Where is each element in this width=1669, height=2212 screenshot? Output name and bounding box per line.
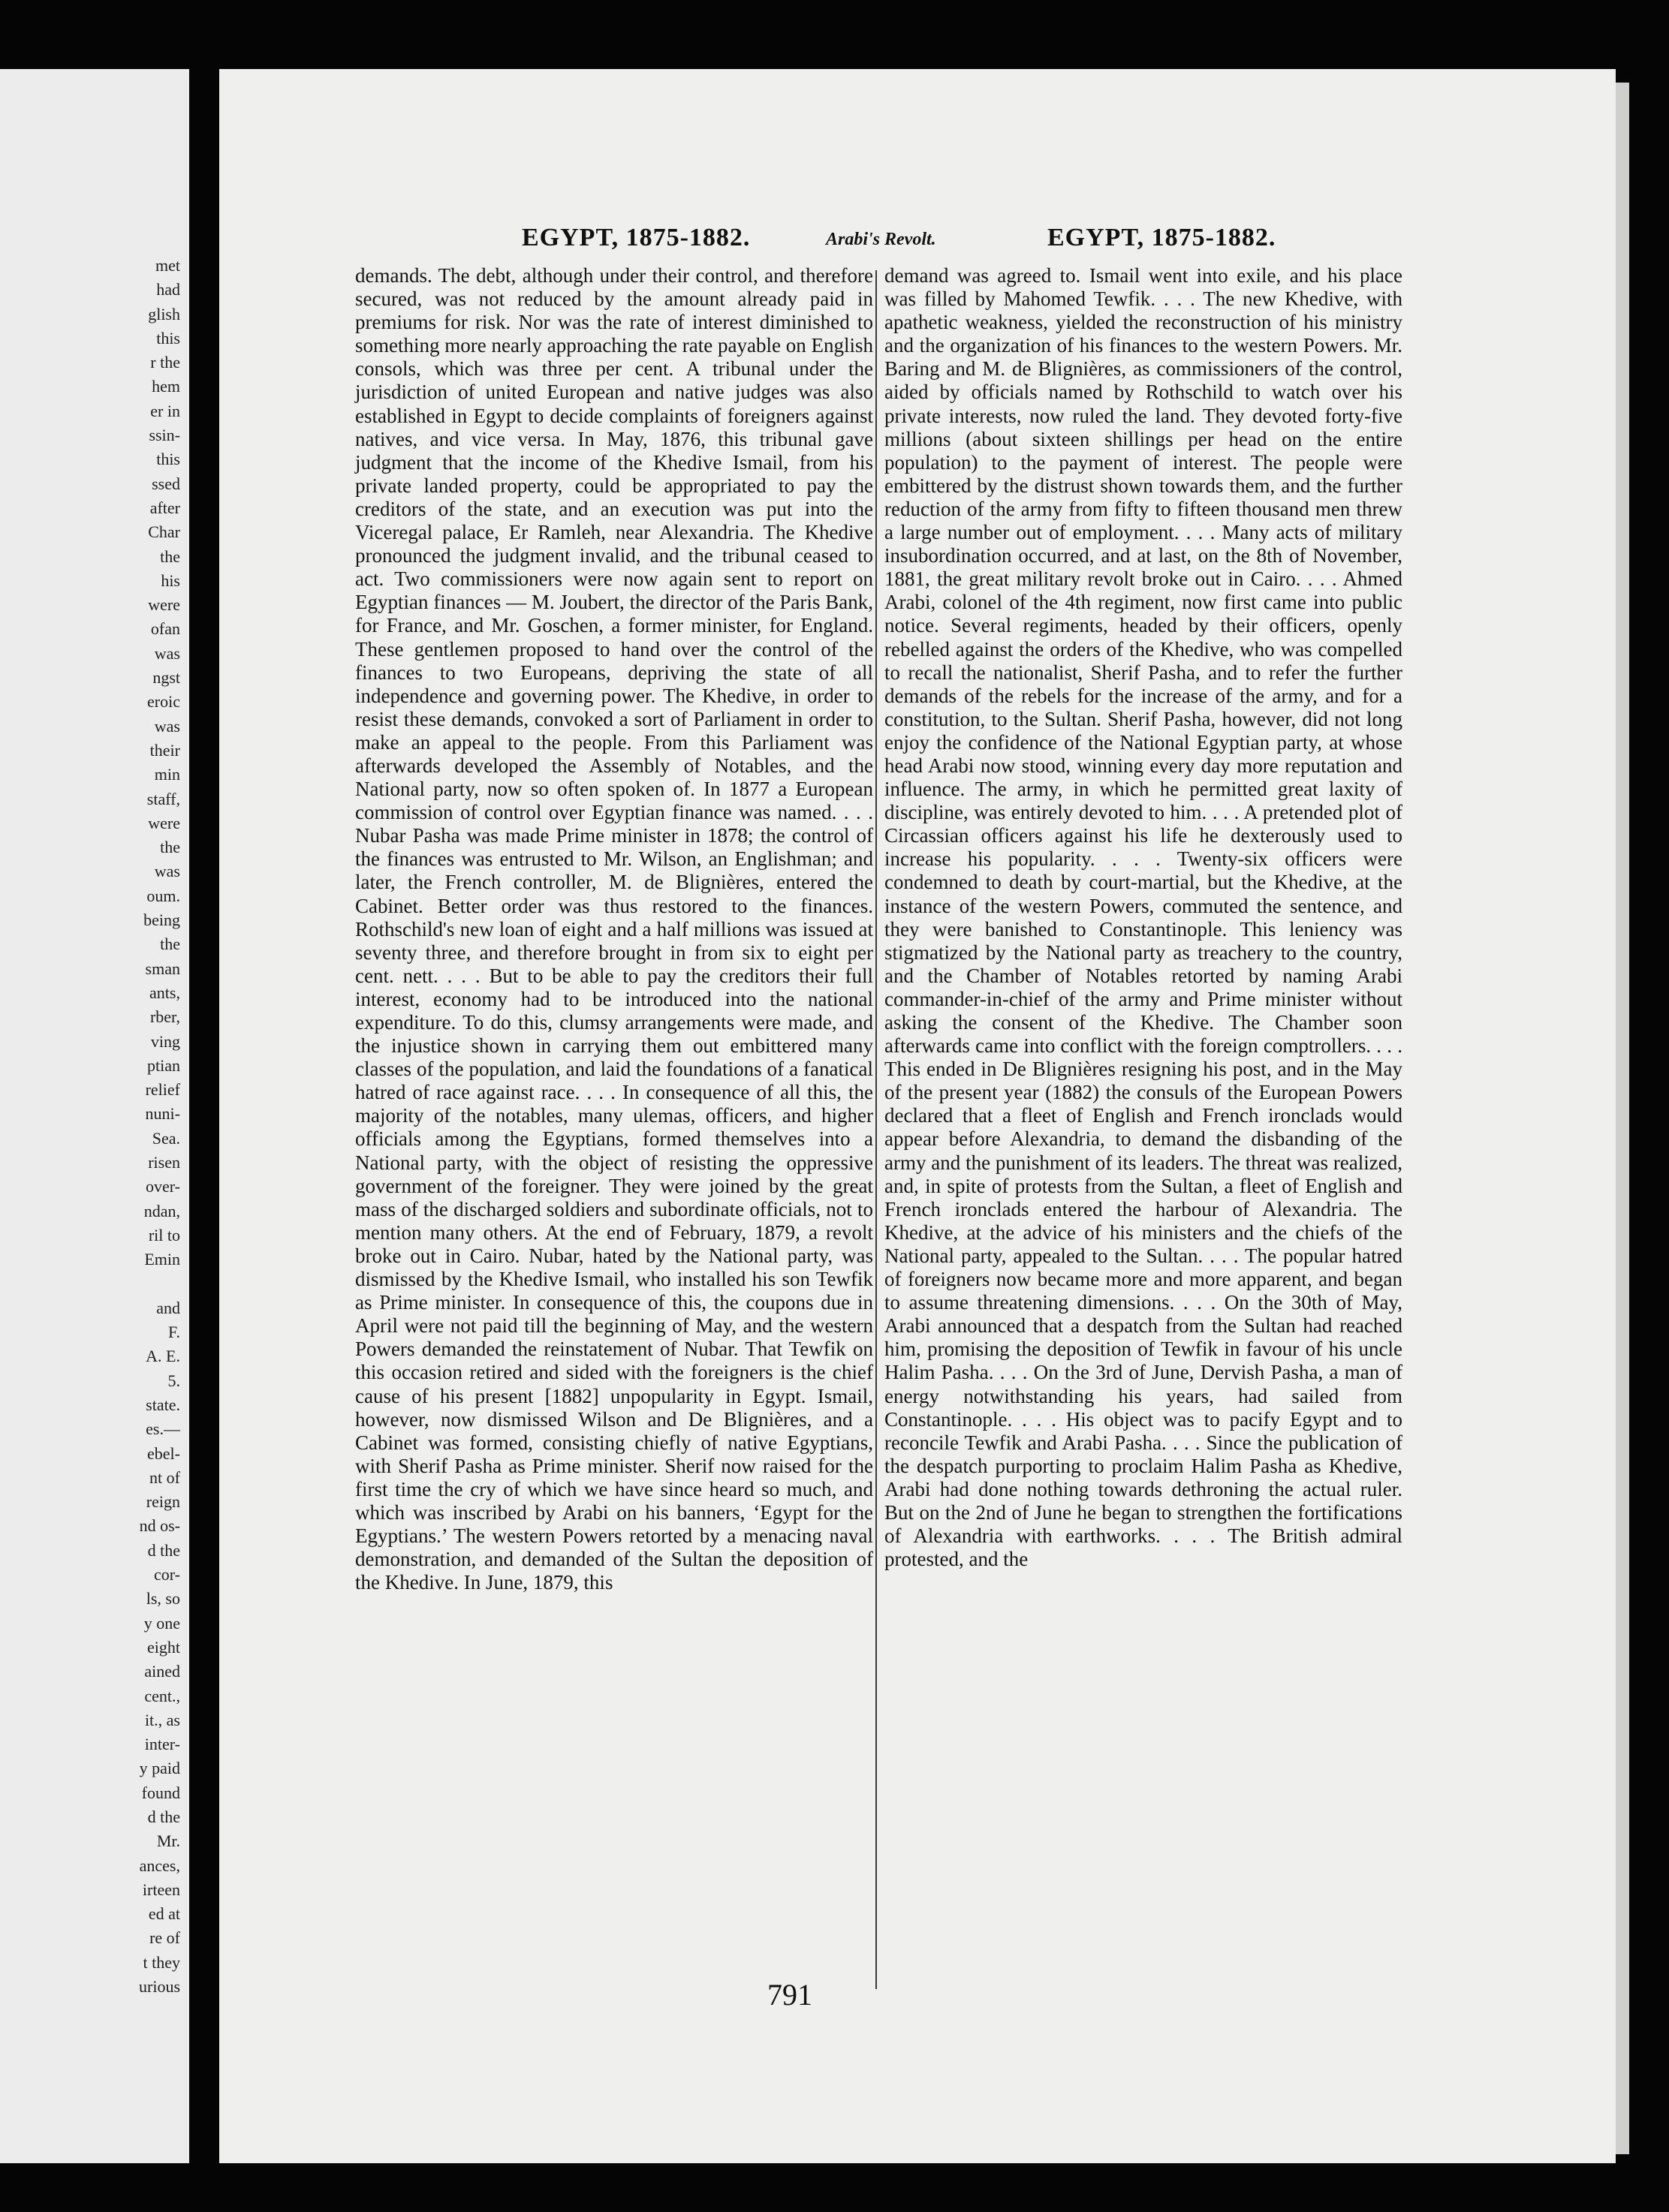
facing-page-line: ofan bbox=[150, 619, 180, 639]
facing-page-line: hem bbox=[152, 377, 180, 396]
running-head-right: EGYPT, 1875-1882. bbox=[1047, 224, 1276, 251]
facing-page-line: his bbox=[161, 570, 180, 590]
facing-page-line: ained bbox=[144, 1662, 180, 1681]
facing-page-line: ptian bbox=[147, 1055, 180, 1075]
text-column-right bbox=[884, 264, 1402, 1571]
facing-page-line: ants, bbox=[149, 983, 180, 1002]
facing-page-line: min bbox=[154, 765, 180, 784]
facing-page-line: ssed bbox=[152, 474, 180, 493]
facing-page-line: was bbox=[154, 643, 180, 663]
facing-page-line: rber, bbox=[149, 1007, 180, 1027]
running-head bbox=[219, 224, 1616, 261]
facing-page-line: d the bbox=[147, 1807, 180, 1826]
column-divider bbox=[875, 270, 877, 1989]
facing-page-line: er in bbox=[150, 401, 180, 420]
facing-page-line: the bbox=[160, 546, 180, 566]
facing-page-line: ances, bbox=[139, 1855, 180, 1875]
facing-page-line: inter- bbox=[144, 1735, 180, 1754]
facing-page-line: met bbox=[155, 256, 180, 275]
facing-page-line: irteen bbox=[142, 1879, 180, 1899]
facing-page-line: A. E. bbox=[146, 1347, 180, 1366]
page-number: 791 bbox=[767, 1978, 812, 2012]
facing-page bbox=[0, 69, 189, 2163]
facing-page-line: relief bbox=[145, 1080, 180, 1100]
facing-page-line: Char bbox=[148, 522, 180, 542]
facing-page-line: eight bbox=[147, 1637, 180, 1657]
facing-page-line: their bbox=[149, 740, 180, 760]
facing-page-line: staff, bbox=[146, 789, 180, 808]
facing-page-line: 5. bbox=[167, 1371, 180, 1390]
facing-page-line: found bbox=[141, 1783, 180, 1802]
facing-page-line: ndan, bbox=[143, 1201, 180, 1220]
facing-page-line: were bbox=[148, 813, 180, 832]
facing-page-line: reign bbox=[146, 1492, 180, 1512]
facing-page-line: ngst bbox=[152, 668, 180, 688]
page-edge bbox=[1616, 83, 1629, 2154]
facing-page-line: t they bbox=[143, 1952, 180, 1972]
facing-page-line: the bbox=[160, 934, 180, 954]
column-right-text: demand was agreed to. Ismail went into exile, and his place was filled by Mahomed Tewfik. . . . The new Khedive, with apathetic weakness, yielded the reconstruction of his ministry and the organization of his finances to the western Powers. Mr. Baring and M. de Blignières, as commissioners of the control, aided by officials named by Rothschild to watch over his private interests, now ruled the land. They devoted forty-five millions (about sixteen shillings per head on the entire population) to the payment of interest. The people were embittered by the distrust shown towards them, and the further reduction of the army from fifty to fifteen thousand men threw a large number out of employment. . . . Many acts of military insubordination occurred, and at last, on the 8th of November, 1881, the great military revolt broke out in Cairo. . . . Ahmed Arabi, colonel of the 4th regiment, now first came into public notice. Several regiments, headed by their officers, openly rebelled against the orders of the Khedive, who was compelled to recall the nationalist, Sherif Pasha, and to refer the further demands of the rebels for the increase of the army, and for a constitution, to the Sultan. Sherif Pasha, however, did not long enjoy the confidence of the National Egyptian party, at whose head Arabi now stood, winning every day more reputation and influence. The army, in which he permitted great laxity of discipline, was entirely devoted to him. . . . A pretended plot of Circassian officers against his life he dexterously used to increase his popularity. . . . Twenty-six officers were condemned to death by court-martial, but the Khedive, at the instance of the western Powers, commuted the sentence, and they were banished to Constantinople. This leniency was stigmatized by the National party as treachery to the country, and the Chamber of Notables retorted by naming Arabi commander-in-chief of the army and Prime minister without asking the consent of the Khedive. The Chamber soon afterwards came into conflict with the foreign comptrollers. . . . This ended in De Blignières resigning his post, and in the May of the present year (1882) the consuls of the European Powers declared that a fleet of English and French ironclads would appear before Alexandria, to demand the disbanding of the army and the punishment of its leaders. The threat was realized, and, in spite of protests from the Sultan, a fleet of English and French ironclads entered the harbour of Alexandria. The Khedive, at the advice of his ministers and the chiefs of the National party, appealed to the Sultan. . . . The popular hatred of foreigners now became more and more apparent, and began to assume threatening dimensions. . . . On the 30th of May, Arabi announced that a despatch from the Sultan had reached him, promising the deposition of Tewfik in favour of his uncle Halim Pasha. . . . On the 3rd of June, Dervish Pasha, a man of energy notwithstanding his years, had sailed from Constantinople. . . . His object was to pacify Egypt and to reconcile Tewfik and Arabi Pasha. . . . Since the publication of the despatch purporting to proclaim Halim Pasha as Khedive, Arabi had done nothing towards dethroning the actual ruler. But on the 2nd of June he began to strengthen the fortifications of Alexandria with earthworks. . . . The British admiral protested, and the bbox=[884, 264, 1402, 1571]
facing-page-line: ssin- bbox=[149, 426, 180, 445]
facing-page-line: ril to bbox=[148, 1225, 180, 1244]
facing-page-line: nuni- bbox=[145, 1104, 180, 1124]
facing-page-line: urious bbox=[139, 1977, 180, 1997]
facing-page-line: Sea. bbox=[152, 1128, 180, 1148]
facing-page-line: over- bbox=[146, 1177, 180, 1196]
text-column-left bbox=[355, 264, 873, 1594]
facing-page-line: oum. bbox=[146, 886, 180, 905]
facing-page-line: state. bbox=[146, 1395, 180, 1414]
facing-page-line: this bbox=[156, 328, 180, 348]
facing-page-line: being bbox=[143, 910, 180, 930]
facing-page-line: risen bbox=[148, 1152, 180, 1172]
running-head-center: Arabi's Revolt. bbox=[826, 230, 936, 249]
facing-page-line: the bbox=[160, 838, 180, 857]
facing-page-line: eroic bbox=[147, 692, 180, 712]
facing-page-line: Emin bbox=[144, 1250, 180, 1269]
facing-page-line: was bbox=[154, 716, 180, 736]
facing-page-line: had bbox=[156, 280, 180, 299]
running-head-left: EGYPT, 1875-1882. bbox=[522, 224, 751, 251]
facing-page-line: nd os- bbox=[139, 1516, 180, 1536]
facing-page-line: after bbox=[149, 498, 180, 517]
facing-page-text bbox=[0, 254, 180, 1999]
facing-page-line: ebel- bbox=[147, 1443, 180, 1463]
facing-page-line: F. bbox=[168, 1323, 180, 1342]
facing-page-line: was bbox=[154, 862, 180, 881]
facing-page-line: re of bbox=[149, 1928, 180, 1948]
facing-page-line: ls, so bbox=[146, 1589, 180, 1609]
facing-page-line: r the bbox=[150, 353, 180, 372]
facing-page-line: y one bbox=[143, 1613, 180, 1633]
facing-page-line: ed at bbox=[148, 1904, 180, 1924]
facing-page-line: sman bbox=[145, 959, 180, 978]
facing-page-line: Mr. bbox=[156, 1831, 180, 1851]
book-page bbox=[219, 69, 1616, 2163]
facing-page-line: were bbox=[148, 595, 180, 615]
facing-page-line: this bbox=[156, 450, 180, 469]
facing-page-line bbox=[0, 1272, 180, 1296]
facing-page-line: ving bbox=[150, 1031, 180, 1051]
facing-page-line: cent., bbox=[144, 1686, 180, 1705]
facing-page-line: y paid bbox=[139, 1759, 180, 1778]
column-left-text: demands. The debt, although under their control, and therefore secured, was not reduced by the amount already paid in premiums for risk. Nor was the rate of interest diminished to something more nearly approaching the rate payable on English consols, which was three per cent. A tribunal under the jurisdiction of united European and native judges was also established in Egypt to decide complaints of foreigners against natives, and vice versa. In May, 1876, this tribunal gave judgment that the income of the Khedive Ismail, from his private landed property, could be appropriated to pay the creditors of the state, and an execution was put into the Viceregal palace, Er Ramleh, near Alexandria. The Khedive pronounced the judgment invalid, and the tribunal ceased to act. Two commissioners were now again sent to report on Egyptian finances — M. Joubert, the director of the Paris Bank, for France, and Mr. Goschen, a former minister, for England. These gentlemen proposed to hand over the control of the finances to two Europeans, depriving the state of all independence and governing power. The Khedive, in order to resist these demands, convoked a sort of Parliament in order to make an appeal to the people. From this Parliament was afterwards developed the Assembly of Notables, and the National party, now so often spoken of. In 1877 a European commission of control over Egyptian finance was named. . . . Nubar Pasha was made Prime minister in 1878; the control of the finances was entrusted to Mr. Wilson, an Englishman; and later, the French controller, M. de Blignières, entered the Cabinet. Better order was thus restored to the finances. Rothschild's new loan of eight and a half millions was issued at seventy three, and therefore brought in from six to eight per cent. nett. . . . But to be able to pay the creditors their full interest, economy had to be introduced into the national expenditure. To do this, clumsy arrangements were made, and the injustice shown in carrying them out embittered many classes of the population, and laid the foundations of a fanatical hatred of race against race. . . . In consequence of all this, the majority of the notables, many ulemas, officers, and higher officials among the Egyptians, formed themselves into a National party, with the object of resisting the oppressive government of the foreigner. They were joined by the great mass of the discharged soldiers and subordinate officials, not to mention many others. At the end of February, 1879, a revolt broke out in Cairo. Nubar, hated by the National party, was dismissed by the Khedive Ismail, who installed his son Tewfik as Prime minister. In consequence of this, the coupons due in April were not paid till the beginning of May, and the western Powers demanded the reinstatement of Nubar. That Tewfik on this occasion retired and sided with the foreigners is the chief cause of his present [1882] unpopularity in Egypt. Ismail, however, now dismissed Wilson and De Blignières, and a Cabinet was formed, consisting chiefly of native Egyptians, with Sherif Pasha as Prime minister. Sherif now raised for the first time the cry of which we have since heard so much, and which was inscribed by Arabi on his banners, ‘Egypt for the Egyptians.’ The western Powers retorted by a menacing naval demonstration, and demanded of the Sultan the deposition of the Khedive. In June, 1879, this bbox=[355, 264, 873, 1594]
facing-page-line: glish bbox=[148, 304, 180, 324]
facing-page-line: and bbox=[156, 1298, 180, 1317]
facing-page-line: nt of bbox=[149, 1467, 180, 1487]
facing-page-line: cor- bbox=[154, 1565, 180, 1585]
facing-page-line: d the bbox=[147, 1540, 180, 1560]
facing-page-line: es.— bbox=[146, 1419, 180, 1439]
facing-page-line: it., as bbox=[144, 1710, 180, 1729]
